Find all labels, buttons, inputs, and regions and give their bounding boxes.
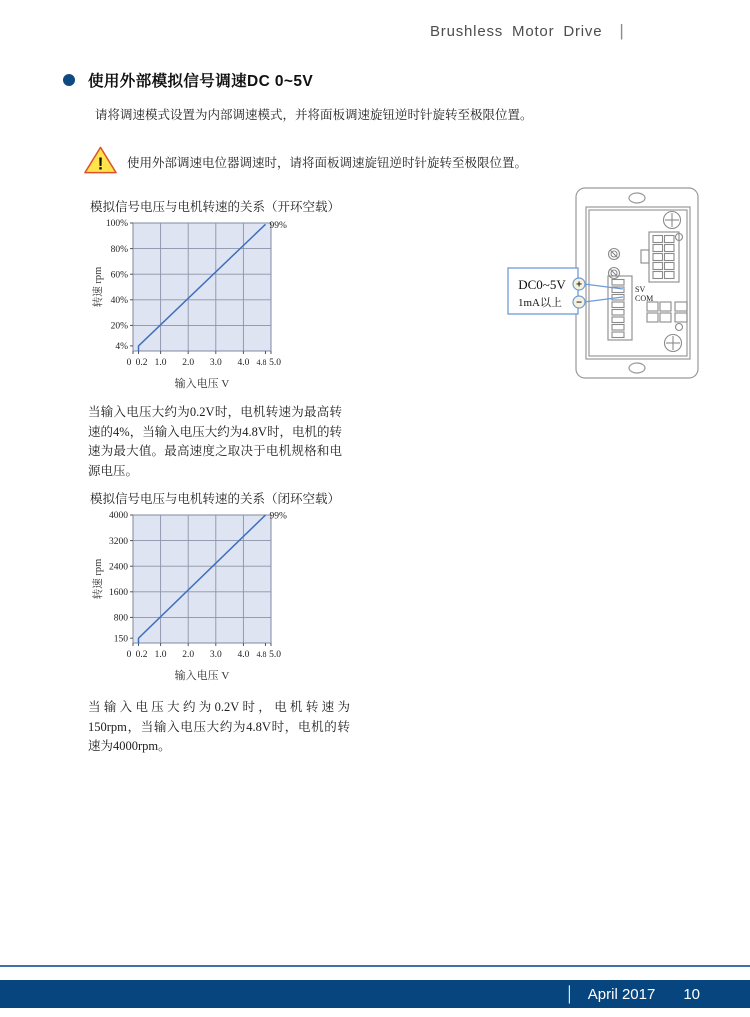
y-tick-label: 1600: [109, 588, 128, 598]
y-tick-label: 800: [113, 613, 128, 624]
chart-closed-loop: [88, 507, 318, 687]
warning-row: [84, 145, 527, 175]
screw-icon: [664, 212, 683, 241]
warning-triangle-icon: [84, 145, 117, 175]
y-tick-label: 60%: [110, 270, 128, 281]
plus-sign: +: [576, 279, 582, 291]
x-tick-label: 3.0: [209, 650, 222, 660]
footer-rule: [0, 965, 750, 967]
warning-text: 使用外部调速电位器调速时，请将面板调速旋钮逆时针旋转至极限位置。: [127, 156, 528, 170]
y-tick-label: 100%: [105, 219, 128, 230]
x-tick-label: 0.2: [135, 358, 148, 368]
x-tick-label: 4.0: [237, 358, 250, 368]
y-tick-label: 40%: [110, 296, 128, 306]
chart-closed-loop-title: 模拟信号电压与电机转速的关系（闭环空载）: [90, 492, 341, 506]
y-tick-label: 3200: [109, 536, 128, 547]
y-tick-label: 150: [113, 634, 128, 645]
x-tick-label: 4.8: [256, 650, 267, 659]
header-separator: |: [619, 21, 624, 40]
annotation-label: 99%: [269, 511, 287, 522]
x-axis-label: 输入电压 V: [174, 378, 230, 390]
x-tick-label: 4.0: [237, 650, 250, 660]
header-title: Brushless Motor Drive: [430, 22, 603, 40]
warning-exclamation-mark: !: [97, 153, 104, 174]
section-title: 使用外部模拟信号调速DC 0~5V: [88, 73, 314, 90]
screw-icon: [665, 324, 683, 352]
footer-date: April 2017: [587, 985, 656, 1003]
x-tick-label: 0: [126, 358, 132, 368]
terminal-strip: [608, 276, 632, 340]
x-tick-label: 1.0: [154, 650, 167, 660]
y-tick-label: 4000: [109, 511, 128, 522]
pin-connector-4: [647, 302, 687, 322]
x-axis-label: 输入电压 V: [174, 670, 230, 682]
x-tick-label: 2.0: [182, 650, 195, 660]
pin-connector-10: [641, 232, 679, 282]
annotation-label: 99%: [269, 220, 287, 231]
source-current-label: 1mA以上: [518, 297, 562, 309]
x-tick-label: 5.0: [269, 650, 281, 660]
bullet-icon: [63, 74, 75, 86]
minus-sign: −: [576, 297, 582, 309]
x-tick-label: 2.0: [182, 358, 195, 368]
chart-closed-loop-caption: 当输入电压大约为0.2V时，电机转速为150rpm，当输入电压大约为4.8V时，电机的转速为4000rpm。: [88, 700, 350, 753]
wiring-diagram: [498, 180, 713, 392]
external-source: [508, 268, 653, 314]
chart-open-loop-caption: 当输入电压大约为0.2V时，电机转速为最高转速的4%，当输入电压大约为4.8V时，电机的转速为最大值。最高速度之取决于电机规格和电源电压。: [88, 405, 342, 478]
x-tick-label: 0.2: [135, 650, 148, 660]
section-heading: [63, 69, 313, 91]
x-tick-label: 4.8: [256, 358, 267, 367]
x-tick-label: 5.0: [269, 358, 281, 368]
page-header: [430, 21, 624, 41]
chart-open-loop-title: 模拟信号电压与电机转速的关系（开环空载）: [90, 200, 341, 214]
footer-page-number: 10: [683, 985, 700, 1003]
source-voltage-label: DC0~5V: [518, 277, 566, 292]
y-axis-label: 转速 rpm: [93, 266, 104, 308]
y-tick-label: 2400: [109, 562, 128, 573]
x-tick-label: 0: [126, 650, 132, 660]
x-tick-label: 3.0: [209, 358, 222, 368]
x-tick-label: 1.0: [154, 358, 167, 368]
y-tick-label: 20%: [110, 321, 128, 332]
trimmer-icon: [609, 249, 620, 279]
footer-separator: │: [565, 985, 575, 1003]
terminal-com-label: COM: [635, 294, 654, 303]
chart-open-loop: [88, 215, 318, 395]
section-intro: 请将调速模式设置为内部调速模式，并将面板调速旋钮逆时针旋转至极限位置。: [95, 108, 533, 122]
y-tick-label: 4%: [115, 342, 128, 353]
footer-bar: [0, 980, 750, 1008]
y-axis-label: 转速 rpm: [93, 558, 104, 600]
y-tick-label: 80%: [110, 244, 128, 255]
terminal-sv-label: SV: [635, 285, 646, 294]
